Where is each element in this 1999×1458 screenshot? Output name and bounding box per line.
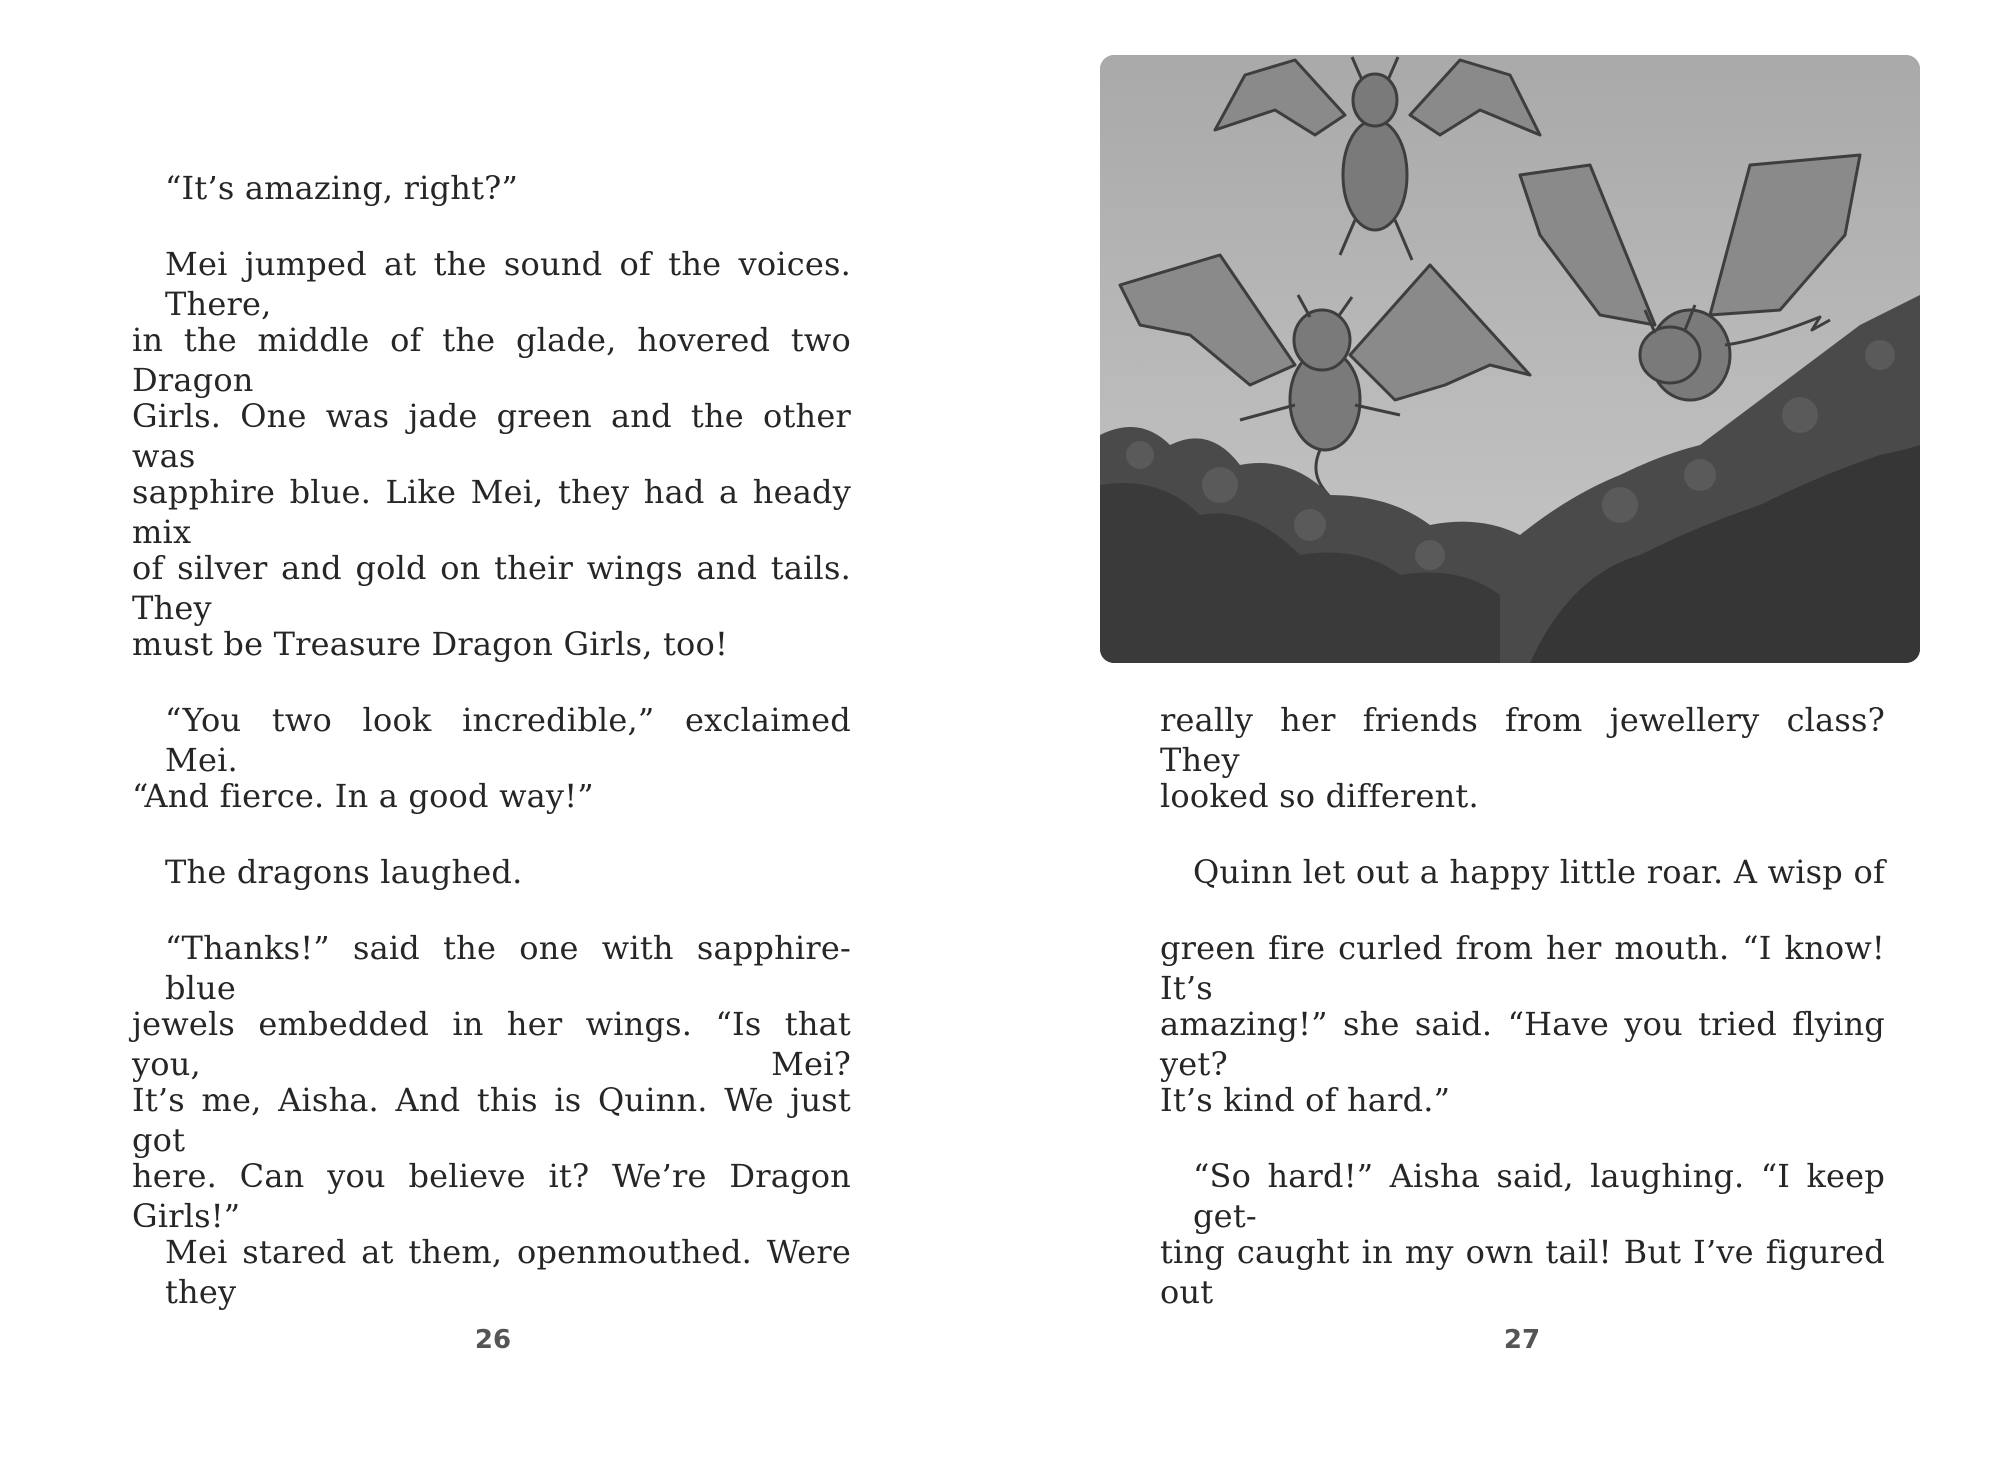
- text-line: green fire curled from her mouth. “I know! It’s: [1160, 929, 1885, 1007]
- text-line: “And fierce. In a good way!”: [132, 777, 594, 815]
- text-line: looked so different.: [1160, 777, 1479, 815]
- text-line: of silver and gold on their wings and tails. They: [132, 549, 851, 627]
- text-line: Girls. One was jade green and the other was: [132, 397, 851, 475]
- text-line: “Thanks!” said the one with sapphire-blue: [165, 929, 851, 1007]
- text-line: It’s me, Aisha. And this is Quinn. We just got: [132, 1081, 851, 1159]
- text-line: “It’s amazing, right?”: [165, 169, 519, 207]
- text-line: must be Treasure Dragon Girls, too!: [132, 625, 728, 663]
- text-line: here. Can you believe it? We’re Dragon Girls!”: [132, 1157, 851, 1235]
- text-line: Mei stared at them, openmouthed. Were they: [165, 1233, 851, 1311]
- page-number: 27: [1503, 1325, 1541, 1355]
- right-page: [1000, 0, 1999, 1458]
- text-line: jewels embedded in her wings. “Is that you, Mei?: [132, 1005, 851, 1083]
- text-line: The dragons laughed.: [165, 853, 523, 891]
- text-line: Quinn let out a happy little roar. A wisp of: [1193, 853, 1885, 891]
- text-line: sapphire blue. Like Mei, they had a heady mix: [132, 473, 851, 551]
- text-line: really her friends from jewellery class? They: [1160, 701, 1885, 779]
- text-line: Mei jumped at the sound of the voices. There,: [165, 245, 851, 323]
- text-line: “You two look incredible,” exclaimed Mei.: [165, 701, 851, 779]
- text-line: in the middle of the glade, hovered two Dragon: [132, 321, 851, 399]
- text-line: ting caught in my own tail! But I’ve figured out: [1160, 1233, 1885, 1311]
- text-line: “So hard!” Aisha said, laughing. “I keep get-: [1193, 1157, 1885, 1235]
- text-line: It’s kind of hard.”: [1160, 1081, 1451, 1119]
- text-line: amazing!” she said. “Have you tried flying yet?: [1160, 1005, 1885, 1083]
- page-number: 26: [474, 1325, 512, 1355]
